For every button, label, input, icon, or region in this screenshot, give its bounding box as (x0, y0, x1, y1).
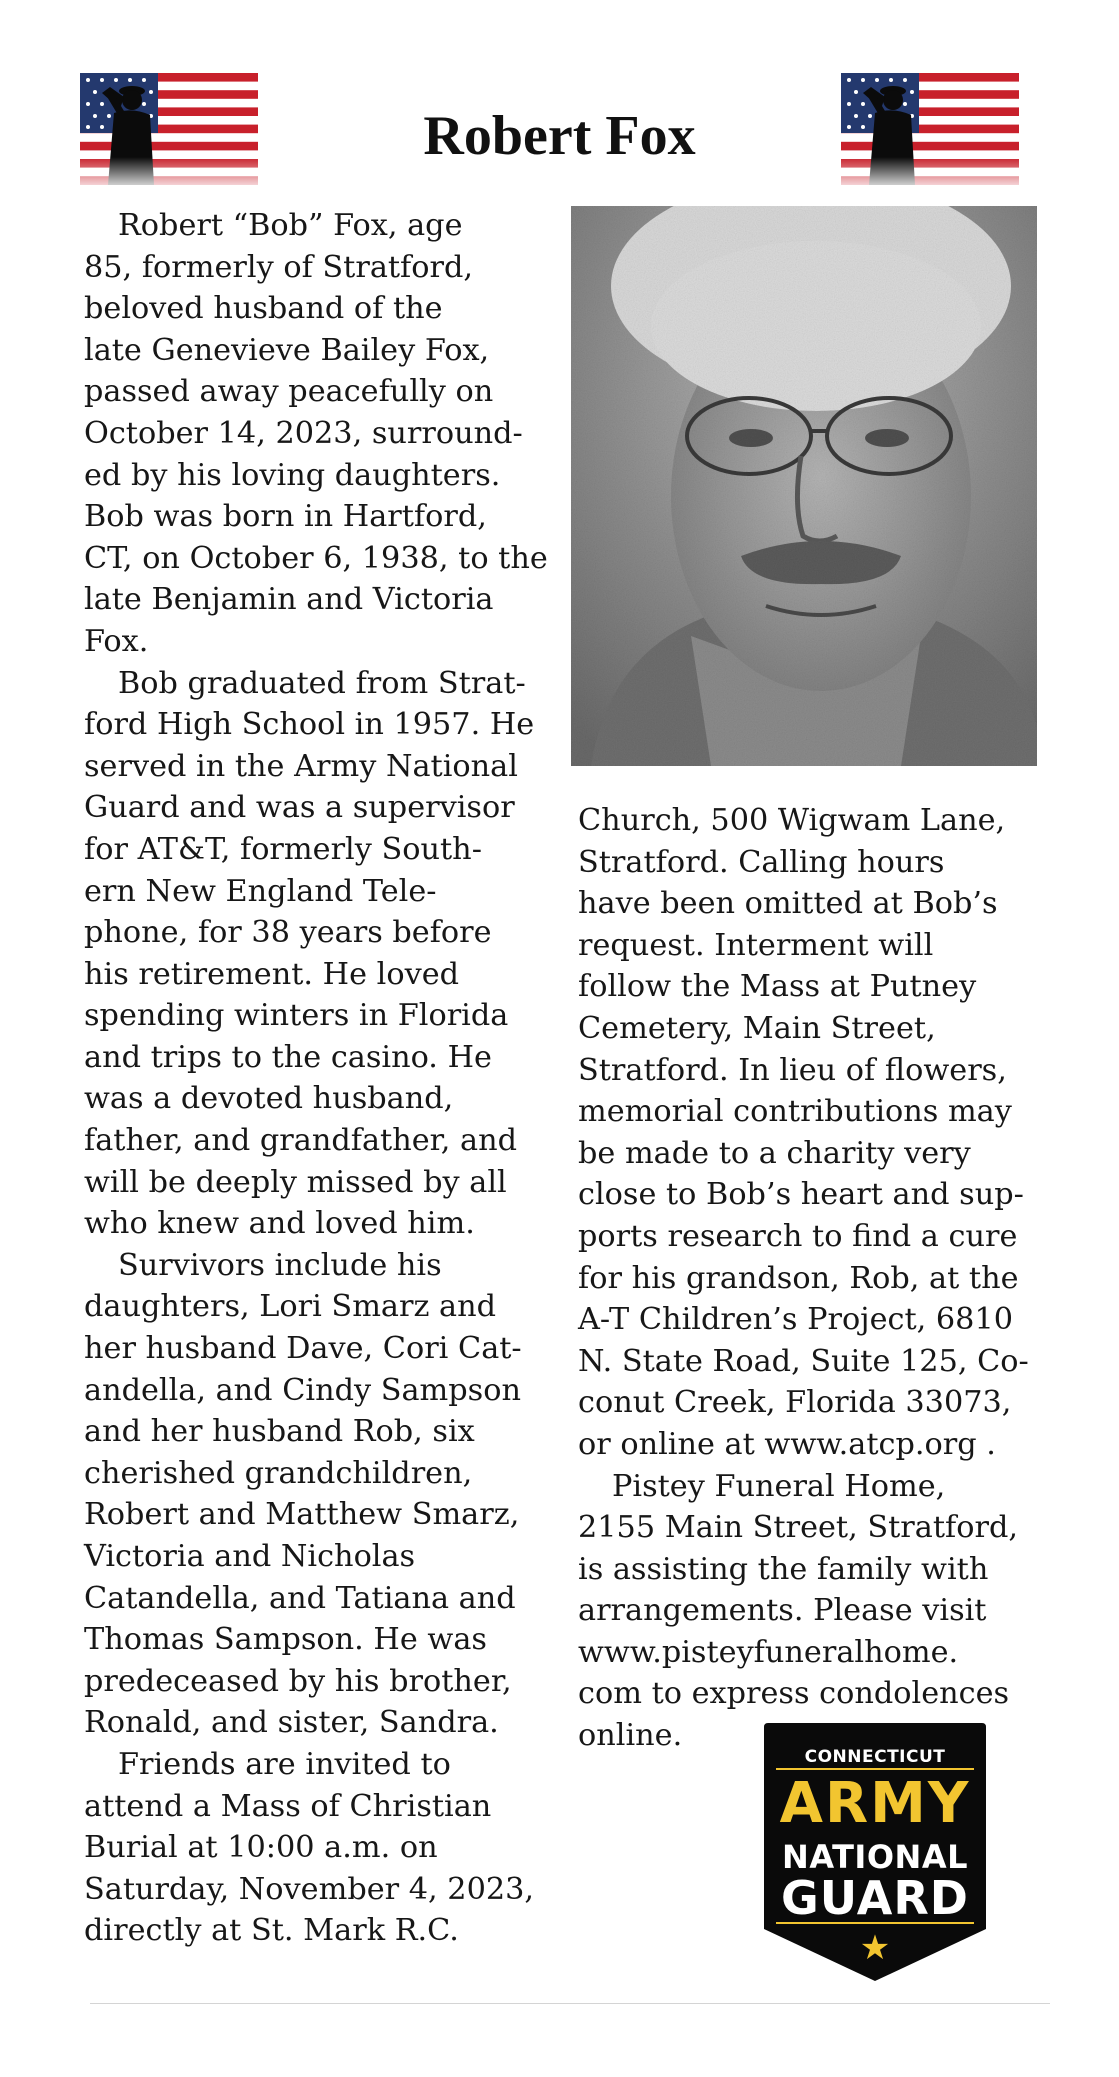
text-line: Bob was born in Hartford, (84, 499, 487, 535)
badge-line-army: ARMY (779, 1771, 971, 1836)
text-line: Stratford. Calling hours (578, 844, 945, 880)
text-line: late Genevieve Bailey Fox, (84, 332, 490, 368)
star-icon: ★ (859, 1928, 891, 1968)
text-line: was a devoted husband, (84, 1081, 454, 1117)
text-line: his retirement. He loved (84, 956, 460, 992)
text-line: will be deeply missed by all (84, 1164, 507, 1200)
text-line: spending winters in Florida (84, 998, 509, 1034)
text-line: late Benjamin and Victoria (84, 582, 494, 618)
army-national-guard-badge (754, 1723, 996, 1985)
text-line: online. (578, 1718, 683, 1754)
text-line: father, and grandfather, and (84, 1123, 518, 1159)
text-line: be made to a charity very (578, 1135, 971, 1171)
text-line: and her husband Rob, six (84, 1414, 475, 1450)
text-line: attend a Mass of Christian (84, 1788, 492, 1824)
text-line: Church, 500 Wigwam Lane, (578, 803, 1006, 838)
text-line: October 14, 2023, surround- (84, 415, 523, 451)
text-line: ed by his loving daughters. (84, 457, 501, 493)
text-line: 85, formerly of Stratford, (84, 249, 474, 285)
text-line: daughters, Lori Smarz and (84, 1289, 497, 1325)
text-line: Robert and Matthew Smarz, (84, 1497, 520, 1533)
text-line: directly at St. Mark R.C. (84, 1913, 459, 1949)
text-line: Catandella, and Tatiana and (84, 1580, 516, 1616)
text-line: passed away peacefully on (84, 374, 494, 410)
text-line: Robert “Bob” Fox, age (118, 208, 463, 243)
text-line: ford High School in 1957. He (84, 707, 535, 743)
text-line: Survivors include his (118, 1247, 442, 1283)
text-line: com to express condolences (578, 1676, 1010, 1712)
text-line: Saturday, November 4, 2023, (84, 1871, 535, 1907)
text-line: Victoria and Nicholas (84, 1539, 416, 1574)
page-title: Robert Fox (423, 105, 696, 167)
text-line: Friends are invited to (118, 1746, 451, 1782)
text-line: ern New England Tele- (84, 873, 437, 909)
text-line: for his grandson, Rob, at the (578, 1260, 1019, 1296)
text-line: is assisting the family with (578, 1551, 989, 1587)
text-line: ports research to find a cure (578, 1218, 1018, 1254)
text-line: memorial contributions may (578, 1094, 1012, 1130)
bottom-divider (90, 2003, 1050, 2004)
text-line: beloved husband of the (84, 291, 443, 327)
text-line: Ronald, and sister, Sandra. (84, 1705, 499, 1741)
text-line: who knew and loved him. (84, 1206, 475, 1242)
text-line: have been omitted at Bob’s (578, 886, 998, 922)
text-line: N. State Road, Suite 125, Co- (578, 1343, 1029, 1379)
text-line: CT, on October 6, 1938, to the (84, 540, 548, 576)
text-line: conut Creek, Florida 33073, (578, 1385, 1012, 1421)
text-line: Bob graduated from Strat- (118, 665, 526, 701)
obituary-column-left (84, 205, 548, 1952)
text-line: phone, for 38 years before (84, 915, 492, 951)
obituary-column-right (578, 800, 1029, 1757)
text-line: Burial at 10:00 a.m. on (84, 1830, 438, 1866)
text-line: Pistey Funeral Home, (612, 1468, 946, 1504)
text-line: www.pisteyfuneralhome. (578, 1634, 959, 1670)
badge-line-connecticut: CONNECTICUT (804, 1747, 946, 1767)
portrait-photo (571, 206, 1037, 766)
text-line: A-T Children’s Project, 6810 (578, 1302, 1014, 1338)
text-line: follow the Mass at Putney (578, 969, 977, 1005)
text-line: predeceased by his brother, (84, 1663, 512, 1699)
text-line: Stratford. In lieu of flowers, (578, 1052, 1007, 1088)
text-line: or online at www.atcp.org . (578, 1426, 996, 1462)
text-line: her husband Dave, Cori Cat- (84, 1331, 522, 1367)
badge-line-guard: GUARD (781, 1871, 969, 1925)
text-line: and trips to the casino. He (84, 1039, 492, 1075)
text-line: for AT&T, formerly South- (84, 831, 482, 867)
text-line: served in the Army National (84, 748, 518, 784)
text-line: Fox. (84, 623, 149, 659)
text-line: request. Interment will (578, 927, 934, 963)
badge-line-national: NATIONAL (782, 1838, 968, 1876)
text-line: Guard and was a supervisor (84, 790, 515, 826)
text-line: Thomas Sampson. He was (84, 1622, 487, 1658)
text-line: cherished grandchildren, (84, 1455, 473, 1491)
text-line: Cemetery, Main Street, (578, 1010, 936, 1046)
text-line: 2155 Main Street, Stratford, (578, 1510, 1018, 1546)
text-line: arrangements. Please visit (578, 1593, 987, 1629)
text-line: andella, and Cindy Sampson (84, 1372, 521, 1408)
text-line: close to Bob’s heart and sup- (578, 1177, 1024, 1213)
